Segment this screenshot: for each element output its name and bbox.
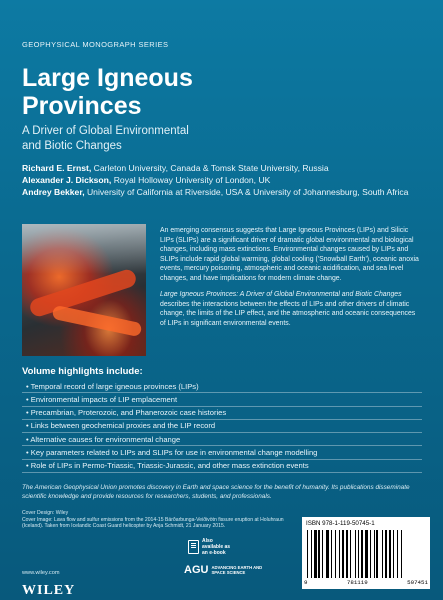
barcode-bar <box>350 530 351 578</box>
author-affiliation: Royal Holloway University of London, UK <box>113 175 271 185</box>
barcode-bar <box>361 530 363 578</box>
barcode-bar <box>397 530 398 578</box>
barcode-bar <box>311 530 312 578</box>
barcode-digit-group: 9 <box>304 579 308 586</box>
ebook-label: Also available as an e-book <box>202 538 231 556</box>
highlight-item: • Precambrian, Proterozoic, and Phanerozoic case histories <box>22 407 422 420</box>
barcode-bar <box>355 530 356 578</box>
highlight-item: • Key parameters related to LIPs and SLIPs for use in environmental change modelling <box>22 446 422 459</box>
barcode-bar <box>389 530 391 578</box>
barcode <box>307 530 425 578</box>
barcode-bar <box>376 530 378 578</box>
cover-credits <box>22 510 292 530</box>
ebook-icon <box>188 540 199 554</box>
barcode-bar <box>318 530 320 578</box>
barcode-bar <box>342 530 344 578</box>
barcode-bar <box>307 530 308 578</box>
agu-logo: AGU <box>184 564 209 576</box>
barcode-bar <box>401 530 402 578</box>
description-paragraph-1: An emerging consensus suggests that Large Igneous Provinces (LIPs) and Silicic LIPs (SLIPs) are a significant driver of dramatic global environmental and biological changes, including mass extinctions. Environmental changes caused by LIPs and SLIPs include rapid global warming, global cooling ('Snowball Earth'), oceanic anoxia events, mercury poisoning, atmospheric and oceanic acidification, and sea level changes, and have implications for modern climate change. <box>160 227 419 282</box>
barcode-bar <box>331 530 332 578</box>
barcode-bar <box>382 530 383 578</box>
cover-photo-lava <box>22 224 146 356</box>
isbn-barcode-box <box>302 517 430 589</box>
agu-statement: The American Geophysical Union promotes discovery in Earth and space science for the benefit of humanity. Its publications disseminate scientific knowledge and provide resources for researchers, students, and professionals. <box>22 484 410 500</box>
author-name: Andrey Bekker, <box>22 187 85 197</box>
series-name: GEOPHYSICAL MONOGRAPH SERIES <box>22 40 169 49</box>
author-entry <box>22 174 427 186</box>
publisher-url: www.wiley.com <box>22 570 60 576</box>
barcode-bar <box>322 530 323 578</box>
cover-image-credit: Cover Image: Lava flow and sulfur emissions from the 2014-15 Bárðarbunga-Veiðivötn fissure eruption at Holuhraun (Iceland). Taken from Icelandic Coast Guard helicopter by Anja Schmidt, 21 January 2015. <box>22 516 284 530</box>
title-line-2: Provinces <box>22 92 142 120</box>
highlights-heading: Volume highlights include: <box>22 366 143 377</box>
author-entry <box>22 186 427 198</box>
author-affiliation: University of California at Riverside, USA & University of Johannesburg, South Africa <box>86 187 409 197</box>
description-paragraph-2 <box>160 290 422 328</box>
isbn-number: ISBN 978-1-119-50745-1 <box>306 520 375 527</box>
publisher-logo: WILEY <box>22 583 76 598</box>
author-affiliation: Carleton University, Canada & Tomsk State University, Russia <box>93 163 329 173</box>
book-description <box>160 226 422 335</box>
barcode-bar <box>314 530 317 578</box>
author-name: Alexander J. Dickson, <box>22 175 112 185</box>
lava-flow <box>52 305 143 337</box>
barcode-bar <box>365 530 368 578</box>
highlight-item: • Alternative causes for environmental change <box>22 433 422 446</box>
author-name: Richard E. Ernst, <box>22 163 92 173</box>
highlights-list <box>22 380 422 473</box>
agu-tagline: ADVANCING EARTH AND SPACE SCIENCE <box>211 565 263 575</box>
highlight-item: • Environmental impacts of LIP emplacement <box>22 393 422 406</box>
barcode-bar <box>385 530 387 578</box>
volcanic-plume <box>22 224 146 274</box>
title-line-1: Large Igneous <box>22 64 193 92</box>
barcode-bar <box>335 530 336 578</box>
barcode-digits <box>304 579 428 586</box>
barcode-bar <box>339 530 340 578</box>
book-title <box>22 64 193 120</box>
ebook-badge <box>188 538 232 556</box>
description-text: describes the interactions between the effects of LIPs and other drivers of climatic change, the limits of the LIP effect, and the atmospheric and oceanic consequences of LIPs in significant environmental events. <box>160 300 416 327</box>
highlight-item: • Links between geochemical proxies and the LIP record <box>22 420 422 433</box>
subtitle-line-2: and Biotic Changes <box>22 140 122 152</box>
barcode-bar <box>393 530 394 578</box>
highlight-item: • Temporal record of large igneous provinces (LIPs) <box>22 380 422 393</box>
barcode-bar <box>370 530 371 578</box>
author-entry <box>22 162 427 174</box>
book-subtitle <box>22 124 322 154</box>
description-book-title: Large Igneous Provinces: A Driver of Global Environmental and Biotic Changes <box>160 291 402 298</box>
barcode-digit-group: 507451 <box>407 579 428 586</box>
barcode-bar <box>346 530 348 578</box>
barcode-bar <box>374 530 375 578</box>
highlight-item: • Role of LIPs in Permo-Triassic, Triassic-Jurassic, and other mass extinction events <box>22 460 422 473</box>
author-list <box>22 162 427 198</box>
barcode-digit-group: 781119 <box>346 579 368 586</box>
cover-design-credit: Cover Design: Wiley <box>22 510 69 516</box>
barcode-bar <box>326 530 329 578</box>
agu-logo-block <box>184 564 263 576</box>
subtitle-line-1: A Driver of Global Environmental <box>22 125 189 137</box>
barcode-bar <box>358 530 359 578</box>
